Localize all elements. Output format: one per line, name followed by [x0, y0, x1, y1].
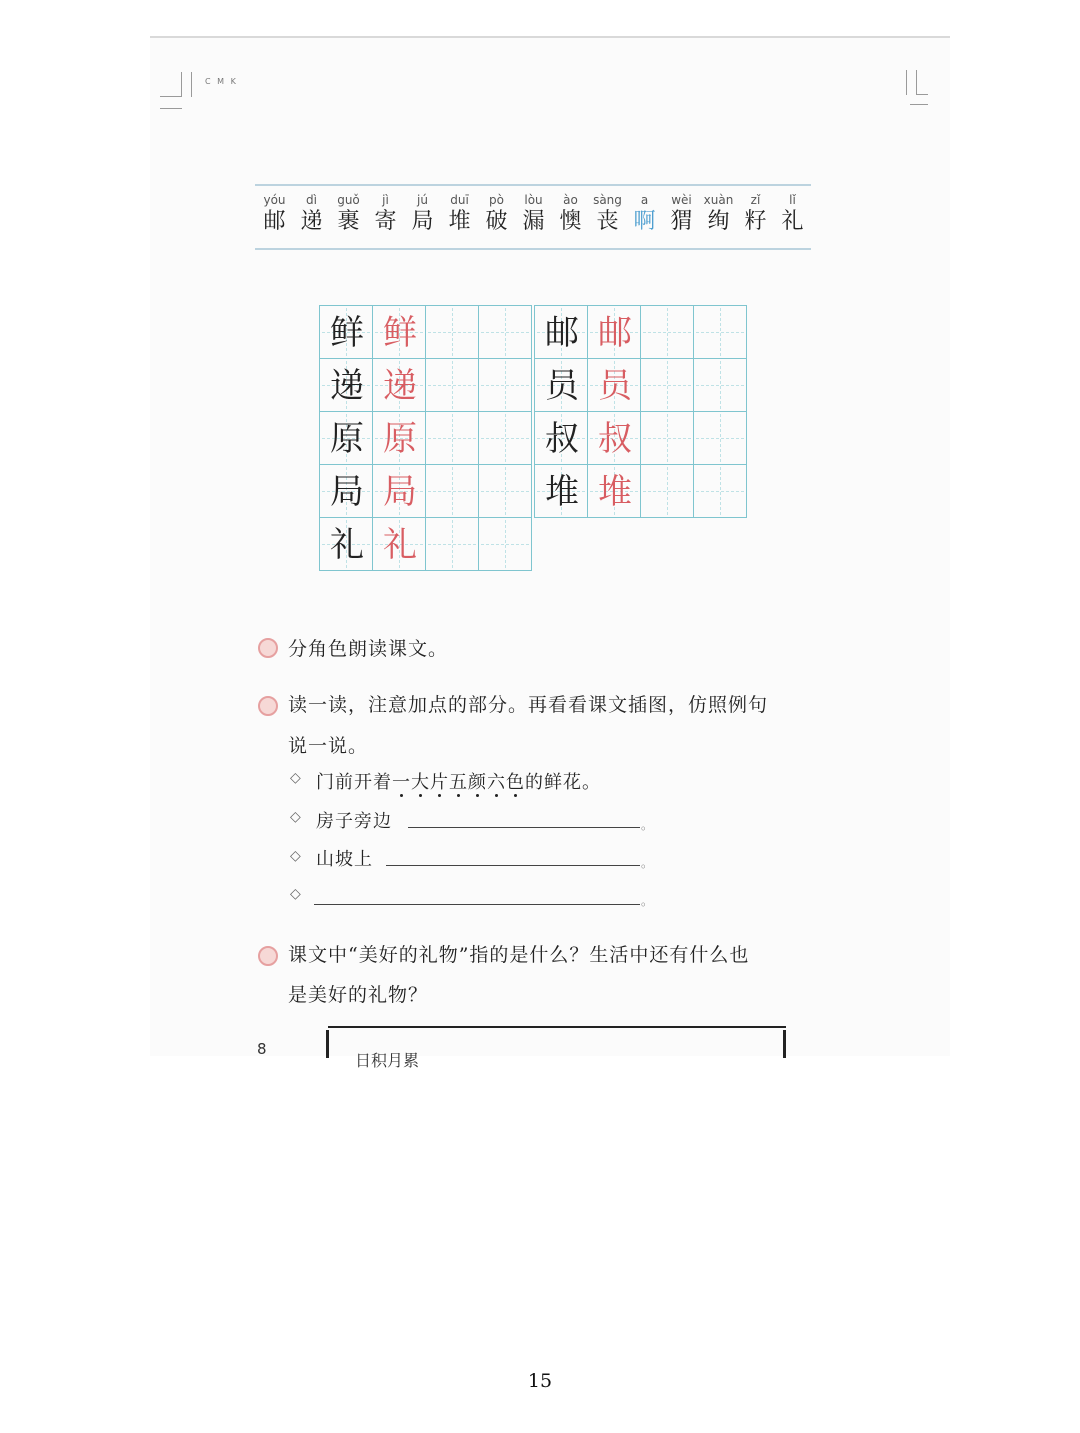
model-character: 叔 — [545, 419, 579, 459]
vocab-pinyin: guǒ — [337, 193, 360, 207]
model-character: 原 — [330, 419, 364, 459]
character-cell — [534, 358, 588, 412]
model-character: 礼 — [330, 525, 364, 565]
character-cell — [587, 305, 641, 359]
trace-character: 鲜 — [383, 313, 417, 353]
practice-cell[interactable] — [693, 358, 747, 412]
diamond-bullet-icon: ◇ — [290, 809, 301, 825]
practice-cell[interactable] — [478, 517, 532, 571]
character-cell — [319, 305, 373, 359]
character-cell — [372, 517, 426, 571]
vocab-character: 礼 — [781, 209, 804, 234]
trace-character: 原 — [383, 419, 417, 459]
vocab-character: 寄 — [374, 209, 397, 234]
practice-cell[interactable] — [640, 411, 694, 465]
crop-mark — [160, 96, 182, 97]
example-sentence: 门前开着一大片五颜六色的鲜花。 — [316, 772, 601, 793]
vocab-pinyin: a — [640, 193, 649, 207]
exercise-3-line2: 是美好的礼物？ — [288, 984, 429, 1006]
vocab-item — [367, 192, 404, 236]
character-cell — [587, 464, 641, 518]
vocab-character: 籽 — [744, 209, 767, 234]
practice-cell[interactable] — [425, 517, 479, 571]
trace-character: 递 — [383, 366, 417, 406]
vocab-item — [330, 192, 367, 236]
trace-character: 邮 — [598, 313, 632, 353]
vocab-item — [441, 192, 478, 236]
vocab-item — [293, 192, 330, 236]
character-cell — [319, 358, 373, 412]
crop-mark — [191, 72, 192, 97]
vocab-pinyin: lòu — [524, 193, 543, 207]
vocab-item — [663, 192, 700, 236]
vocab-character: 懊 — [559, 209, 582, 234]
crop-mark — [181, 72, 182, 97]
character-cell — [319, 411, 373, 465]
vocab-pinyin: duī — [450, 193, 469, 207]
crop-mark — [916, 94, 928, 95]
next-section-title: 日积月累 — [355, 1051, 420, 1070]
vocab-pinyin: lǐ — [789, 193, 796, 207]
vocab-pinyin: xuàn — [703, 193, 734, 207]
character-cell — [534, 464, 588, 518]
crop-mark — [916, 70, 917, 95]
character-cell — [534, 305, 588, 359]
model-character: 员 — [545, 366, 579, 406]
vocab-character: 破 — [485, 209, 508, 234]
diamond-bullet-icon: ◇ — [290, 770, 301, 786]
practice-cell[interactable] — [693, 464, 747, 518]
exercise-1-text: 分角色朗读课文。 — [288, 638, 449, 660]
box-border-right — [783, 1030, 786, 1058]
character-cell — [587, 411, 641, 465]
vocab-character: 绚 — [707, 209, 730, 234]
practice-cell[interactable] — [478, 411, 532, 465]
trace-character: 局 — [383, 472, 417, 512]
vocab-character: 漏 — [522, 209, 545, 234]
scan-top-edge — [150, 36, 950, 38]
book-page-number: 8 — [257, 1040, 267, 1058]
practice-cell[interactable] — [640, 464, 694, 518]
vocab-character: 丧 — [596, 209, 619, 234]
practice-cell[interactable] — [425, 411, 479, 465]
vocab-item — [515, 192, 552, 236]
practice-cell[interactable] — [640, 358, 694, 412]
character-cell — [319, 464, 373, 518]
diamond-bullet-icon: ◇ — [290, 848, 301, 864]
model-character: 局 — [330, 472, 364, 512]
model-character: 鲜 — [330, 313, 364, 353]
practice-cell[interactable] — [478, 464, 532, 518]
character-cell — [534, 411, 588, 465]
period-mark: 。 — [641, 894, 654, 908]
vocab-pinyin: jú — [417, 193, 428, 207]
emphasis-dot — [438, 794, 441, 797]
vocab-pinyin: yóu — [263, 193, 286, 207]
trace-character: 叔 — [598, 419, 632, 459]
character-cell — [372, 358, 426, 412]
practice-cell[interactable] — [640, 305, 694, 359]
vocab-pinyin: zǐ — [750, 193, 761, 207]
exercise-2-line1: 读一读，注意加点的部分。再看看课文插图，仿照例句 — [288, 694, 769, 716]
character-cell — [372, 305, 426, 359]
vocab-item — [626, 192, 663, 236]
vocabulary-band — [255, 184, 811, 250]
period-mark: 。 — [641, 856, 654, 870]
vocab-item — [700, 192, 737, 236]
model-character: 递 — [330, 366, 364, 406]
diamond-bullet-icon: ◇ — [290, 886, 301, 902]
vocab-pinyin: sàng — [593, 193, 622, 207]
color-registration-label: C M K — [205, 77, 238, 86]
vocab-item — [737, 192, 774, 236]
practice-cell[interactable] — [693, 305, 747, 359]
crop-mark — [906, 70, 907, 95]
vocab-pinyin: ào — [563, 193, 578, 207]
crop-mark — [910, 104, 928, 105]
practice-cell[interactable] — [425, 464, 479, 518]
vocab-item — [552, 192, 589, 236]
emphasis-dot — [514, 794, 517, 797]
vocab-item — [256, 192, 293, 236]
emphasis-dot — [457, 794, 460, 797]
practice-cell[interactable] — [425, 358, 479, 412]
vocab-item — [478, 192, 515, 236]
trace-character: 堆 — [598, 472, 632, 512]
vocab-item — [774, 192, 811, 236]
vocab-character: 啊 — [633, 209, 656, 234]
crop-mark — [160, 108, 182, 109]
exercise-number-icon — [258, 696, 278, 716]
trace-character: 礼 — [383, 525, 417, 565]
trace-character: 员 — [598, 366, 632, 406]
character-cell — [372, 411, 426, 465]
emphasis-dot — [495, 794, 498, 797]
exercise-number-icon — [258, 946, 278, 966]
item-prefix: 房子旁边 — [316, 811, 392, 832]
vocab-character: 递 — [300, 209, 323, 234]
exercise-2-line2: 说一说。 — [288, 735, 369, 757]
character-cell — [319, 517, 373, 571]
practice-cell[interactable] — [693, 411, 747, 465]
emphasis-dot — [419, 794, 422, 797]
vocab-pinyin: jì — [382, 193, 389, 207]
model-character: 邮 — [545, 313, 579, 353]
period-mark: 。 — [641, 818, 654, 832]
vocab-item — [589, 192, 626, 236]
vocab-character: 局 — [411, 209, 434, 234]
character-cell — [372, 464, 426, 518]
box-border-left — [326, 1030, 329, 1058]
vocab-item — [404, 192, 441, 236]
item-prefix: 山坡上 — [316, 849, 373, 870]
vocab-character: 猬 — [670, 209, 693, 234]
model-character: 堆 — [545, 472, 579, 512]
vocab-pinyin: pò — [489, 193, 504, 207]
fill-in-blank[interactable] — [386, 864, 640, 866]
vocab-character: 邮 — [263, 209, 286, 234]
emphasis-dot — [400, 794, 403, 797]
character-cell — [587, 358, 641, 412]
exercise-number-icon — [258, 638, 278, 658]
vocab-pinyin: wèi — [671, 193, 692, 207]
vocab-pinyin: dì — [306, 193, 317, 207]
practice-cell[interactable] — [425, 305, 479, 359]
practice-cell[interactable] — [478, 305, 532, 359]
page-number: 15 — [527, 1370, 553, 1392]
fill-in-blank[interactable] — [408, 826, 640, 828]
practice-cell[interactable] — [478, 358, 532, 412]
vocab-character: 裹 — [337, 209, 360, 234]
fill-in-blank[interactable] — [314, 903, 640, 905]
vocab-character: 堆 — [448, 209, 471, 234]
exercise-3-line1: 课文中“美好的礼物”指的是什么？生活中还有什么也 — [288, 944, 750, 966]
emphasis-dot — [476, 794, 479, 797]
